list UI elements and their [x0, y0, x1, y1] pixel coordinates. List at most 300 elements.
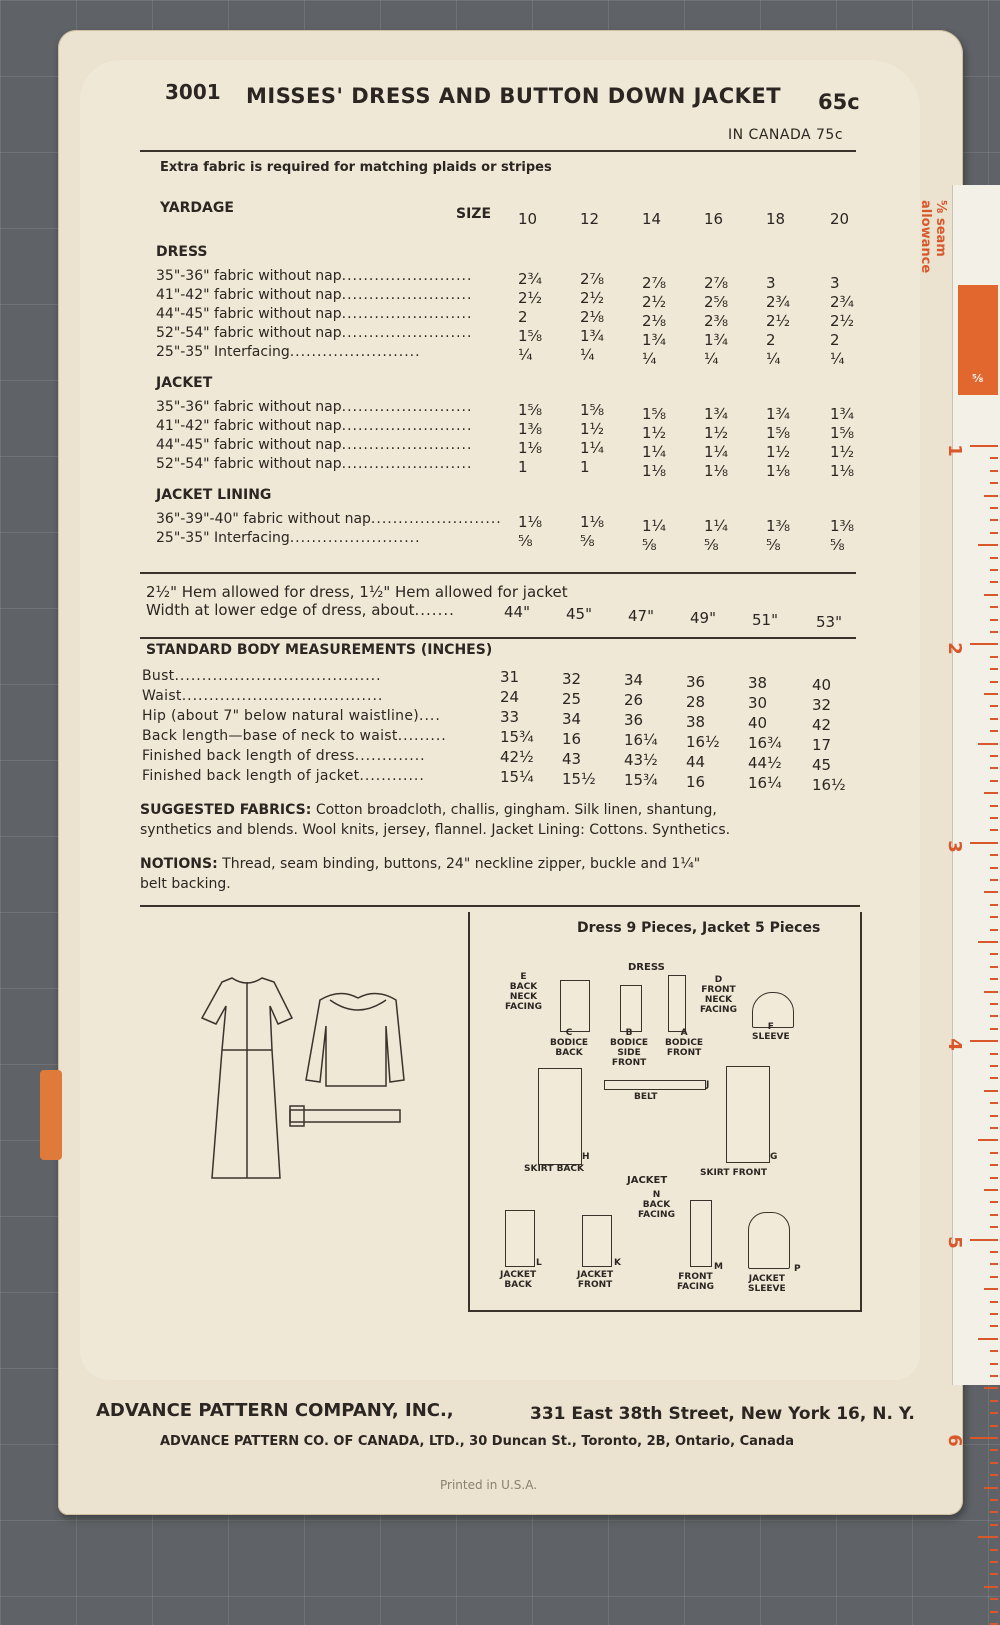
ruler-text: ⅝ seam allowance — [918, 200, 948, 274]
ruler-tick — [990, 904, 998, 906]
hem-note: 2½" Hem allowed for dress, 1½" Hem allowed for jacket — [146, 583, 568, 601]
ruler-tick — [990, 1003, 998, 1005]
label-jacket-sleeve-letter: P — [794, 1264, 801, 1274]
measurement-cell: 26 — [624, 691, 644, 709]
ruler-tick — [990, 631, 998, 633]
width-value: 49" — [690, 609, 716, 627]
ruler-tick — [990, 780, 998, 782]
ruler-tick — [990, 1511, 998, 1513]
yardage-row-label: 25"-35" Interfacing........................ — [156, 530, 421, 546]
ruler-tick — [990, 457, 998, 459]
ruler-tick — [990, 953, 998, 955]
section-title: JACKET — [156, 375, 213, 391]
ruler-tick — [970, 1040, 998, 1042]
ruler-tick — [990, 978, 998, 980]
ruler-tick — [984, 991, 998, 993]
ruler-tick — [990, 1524, 998, 1526]
yardage-row-label: 36"-39"-40" fabric without nap........................ — [156, 511, 502, 527]
label-back-facing: N BACK FACING — [638, 1190, 675, 1220]
width-value: 45" — [566, 605, 592, 623]
measurement-cell: 45 — [812, 755, 832, 774]
ruler-tick — [990, 817, 998, 819]
ruler-number-2: 2 — [943, 642, 965, 655]
ruler-tick — [990, 854, 998, 856]
piece-bodice-back — [560, 980, 590, 1032]
yardage-cell: 1 — [518, 458, 528, 476]
yardage-row-label: 35"-36" fabric without nap........................ — [156, 268, 473, 284]
label-skirt-front-letter: G — [770, 1152, 778, 1162]
ruler-tick — [984, 693, 998, 695]
ruler-tick — [990, 681, 998, 683]
yardage-cell: 1¾ — [642, 331, 667, 349]
footer-address: 331 East 38th Street, New York 16, N. Y. — [530, 1404, 915, 1424]
yardage-cell: 1½ — [580, 420, 605, 438]
ruler-tick — [978, 1536, 998, 1538]
ruler-tick — [984, 1586, 998, 1588]
ruler-tick — [970, 1437, 998, 1439]
yardage-cell: ⅝ — [518, 532, 533, 550]
yardage-cell: 1¼ — [704, 443, 729, 461]
ruler-tick — [984, 1090, 998, 1092]
measurement-cell: 36 — [624, 711, 644, 729]
ruler-tick — [990, 1474, 998, 1476]
measurement-cell: 15¾ — [500, 728, 534, 746]
ruler-tick — [990, 929, 998, 931]
yardage-cell: 1 — [580, 458, 590, 476]
ruler-tick — [990, 532, 998, 534]
measurement-cell: 40 — [748, 714, 768, 732]
yardage-cell: 1⅝ — [766, 424, 791, 442]
yardage-cell: 1¾ — [830, 405, 855, 423]
label-back-neck-facing: E BACK NECK FACING — [505, 972, 542, 1012]
yardage-row-label: 52"-54" fabric without nap........................ — [156, 456, 473, 472]
yardage-cell: 1½ — [704, 424, 729, 442]
label-bodice-side-front: B BODICE SIDE FRONT — [610, 1028, 649, 1068]
label-front-neck-facing: D FRONT NECK FACING — [700, 975, 737, 1015]
label-bodice-front: A BODICE FRONT — [665, 1028, 704, 1058]
width-value: 51" — [752, 611, 778, 629]
ruler-tick — [990, 482, 998, 484]
label-jacket-back: JACKET BACK — [500, 1270, 537, 1290]
measurement-label: Finished back length of dress............. — [142, 748, 426, 764]
yardage-row-label-text: 25"-35" Interfacing — [156, 530, 290, 546]
ruler-tick — [990, 1065, 998, 1067]
ruler-tick — [970, 1239, 998, 1241]
price: 65c — [818, 90, 860, 114]
yardage-cell: 1¾ — [580, 327, 605, 345]
yardage-cell: 1¼ — [580, 439, 605, 457]
size-header-14: 14 — [642, 210, 662, 228]
measurement-cell: 17 — [812, 735, 832, 754]
ruler-tab-label: ⅝ — [972, 372, 984, 385]
yardage-cell: 2¾ — [830, 293, 855, 311]
yardage-cell: 1½ — [642, 424, 667, 442]
footer-printed: Printed in U.S.A. — [440, 1478, 538, 1492]
yardage-row-label: 35"-36" fabric without nap........................ — [156, 399, 473, 415]
yardage-cell: 1⅛ — [642, 462, 667, 480]
measurement-cell: 34 — [562, 709, 582, 728]
yardage-row-label-text: 44"-45" fabric without nap — [156, 306, 342, 322]
ruler-tick — [990, 1499, 998, 1501]
measurement-cell: 34 — [624, 671, 644, 689]
ruler-tick — [990, 1375, 998, 1377]
measurement-label-text: Back length—base of neck to waist — [142, 728, 398, 744]
measurement-cell: 15½ — [562, 769, 596, 788]
ruler-tick — [990, 557, 998, 559]
label-sleeve: F SLEEVE — [752, 1022, 790, 1042]
fabrics-line1: SUGGESTED FABRICS: Cotton broadcloth, challis, gingham. Silk linen, shantung, — [140, 802, 717, 818]
ruler-tick — [990, 1611, 998, 1613]
ruler-tick — [990, 1015, 998, 1017]
measurement-label-text: Waist — [142, 688, 182, 704]
ruler-tick — [978, 1139, 998, 1141]
yardage-cell: 2½ — [642, 293, 667, 311]
ruler-tick — [990, 519, 998, 521]
ruler-tick — [990, 1449, 998, 1451]
piece-belt — [604, 1080, 706, 1090]
yardage-cell: 2¾ — [766, 293, 791, 311]
yardage-cell: ⅝ — [580, 532, 595, 550]
yardage-cell: 1¼ — [642, 443, 667, 461]
yardage-cell: 2⅜ — [704, 312, 729, 330]
yardage-label: YARDAGE — [160, 200, 234, 216]
label-front-facing-letter: M — [714, 1262, 723, 1272]
measurement-label-text: Bust — [142, 668, 175, 684]
label-jacket-front: JACKET FRONT — [577, 1270, 614, 1290]
ruler-tick — [990, 1226, 998, 1228]
measurement-cell: 16¼ — [624, 731, 658, 749]
ruler-number-5: 5 — [943, 1236, 965, 1249]
width-value: 53" — [816, 613, 842, 631]
yardage-cell: ¼ — [704, 350, 719, 368]
measurement-cell: 16½ — [686, 732, 720, 751]
yardage-row-label-text: 36"-39"-40" fabric without nap — [156, 511, 371, 527]
divider — [140, 637, 856, 639]
yardage-cell: 1¾ — [766, 405, 791, 423]
yardage-cell: 1⅛ — [766, 462, 791, 480]
measurement-cell: 44 — [686, 752, 706, 771]
yardage-cell: ⅝ — [704, 536, 719, 554]
measurement-cell: 33 — [500, 708, 520, 726]
width-label: Width at lower edge of dress, about....... — [146, 601, 455, 619]
yardage-cell: 2⅛ — [642, 312, 667, 330]
label-belt-letter: J — [706, 1080, 710, 1090]
yardage-cell: 2⅞ — [704, 274, 729, 292]
piece-bodice-front — [668, 975, 686, 1032]
yardage-cell: ⅝ — [830, 536, 845, 554]
piece-bodice-side-front — [620, 985, 642, 1032]
ruler-tick — [990, 1028, 998, 1030]
ruler-tick — [984, 1189, 998, 1191]
yardage-cell: ¼ — [580, 346, 595, 364]
ruler-tick — [990, 1313, 998, 1315]
piece-front-facing — [690, 1200, 712, 1267]
yardage-cell: 1⅜ — [830, 517, 855, 535]
label-skirt-back-letter: H — [582, 1152, 590, 1162]
measurement-cell: 15¼ — [500, 768, 534, 786]
ruler-tick — [990, 656, 998, 658]
yardage-cell: 2 — [518, 308, 528, 326]
ruler-tick — [990, 1425, 998, 1427]
yardage-cell: 1⅛ — [518, 439, 543, 457]
fabrics-line2: synthetics and blends. Wool knits, jersey, flannel. Jacket Lining: Cottons. Synthetics. — [140, 822, 731, 838]
pieces-title: Dress 9 Pieces, Jacket 5 Pieces — [577, 920, 821, 936]
footer-company: ADVANCE PATTERN COMPANY, INC., — [96, 1400, 454, 1421]
ruler-tick — [990, 1301, 998, 1303]
ruler-tick — [990, 718, 998, 720]
ruler-tick — [990, 470, 998, 472]
ruler-tick — [984, 891, 998, 893]
ruler-tick — [990, 1350, 998, 1352]
yardage-cell: 2½ — [580, 289, 605, 307]
yardage-cell: 2½ — [766, 312, 791, 330]
ruler-tick — [990, 1053, 998, 1055]
yardage-row-label: 52"-54" fabric without nap........................ — [156, 325, 473, 341]
yardage-cell: 3 — [830, 274, 840, 292]
canada-price: IN CANADA 75c — [728, 127, 844, 143]
divider — [140, 572, 856, 574]
ruler-tick — [990, 1276, 998, 1278]
measurement-cell: 25 — [562, 689, 582, 708]
pattern-number: 3001 — [165, 80, 221, 104]
ruler-tick — [984, 495, 998, 497]
yardage-cell: 1⅜ — [518, 420, 543, 438]
piece-jacket-sleeve — [748, 1212, 790, 1269]
yardage-row-label: 41"-42" fabric without nap........................ — [156, 287, 473, 303]
ruler-tick — [984, 594, 998, 596]
ruler-number-6: 6 — [943, 1434, 965, 1447]
yardage-cell: 1¼ — [642, 517, 667, 535]
ruler-tick — [990, 705, 998, 707]
yardage-row-label-text: 35"-36" fabric without nap — [156, 399, 342, 415]
ruler-tick — [978, 941, 998, 943]
ruler-tick — [990, 1462, 998, 1464]
label-jacket-sleeve: JACKET SLEEVE — [748, 1274, 786, 1294]
ruler-tick — [990, 1363, 998, 1365]
label-skirt-back: SKIRT BACK — [524, 1164, 585, 1174]
measurement-cell: 16 — [686, 772, 706, 791]
label-belt: BELT — [634, 1092, 658, 1102]
divider — [140, 150, 856, 152]
measurement-label: Waist..................................... — [142, 688, 384, 704]
yardage-cell: 1⅝ — [830, 424, 855, 442]
ruler-tick — [990, 1573, 998, 1575]
ruler-tick — [990, 767, 998, 769]
ruler-tick — [990, 829, 998, 831]
yardage-cell: 2⅝ — [704, 293, 729, 311]
yardage-cell: 1⅝ — [518, 401, 543, 419]
measurements-title: STANDARD BODY MEASUREMENTS (INCHES) — [146, 642, 493, 658]
yardage-row-label-text: 44"-45" fabric without nap — [156, 437, 342, 453]
ruler-tick — [990, 1412, 998, 1414]
ruler-tick — [990, 730, 998, 732]
yardage-row-label: 44"-45" fabric without nap........................ — [156, 306, 473, 322]
yardage-row-label: 25"-35" Interfacing........................ — [156, 344, 421, 360]
yardage-cell: ⅝ — [766, 536, 781, 554]
yardage-cell: ¼ — [642, 350, 657, 368]
ruler-tick — [990, 1164, 998, 1166]
measurement-cell: 30 — [748, 694, 768, 712]
ruler-tick — [990, 1325, 998, 1327]
measurement-cell: 16½ — [812, 775, 846, 794]
yardage-row-label-text: 52"-54" fabric without nap — [156, 456, 342, 472]
jacket-label: JACKET — [627, 1175, 668, 1186]
yardage-cell: ⅝ — [642, 536, 657, 554]
ruler-tick — [978, 544, 998, 546]
ruler-tick — [990, 805, 998, 807]
section-title: DRESS — [156, 244, 208, 260]
ruler-tick — [984, 792, 998, 794]
size-header-16: 16 — [704, 210, 724, 228]
yardage-cell: 1¾ — [704, 331, 729, 349]
ruler-tick — [990, 879, 998, 881]
yardage-row-label-text: 25"-35" Interfacing — [156, 344, 290, 360]
width-value: 44" — [504, 603, 530, 621]
yardage-row-label: 41"-42" fabric without nap........................ — [156, 418, 473, 434]
yardage-cell: 2 — [830, 331, 840, 349]
garment-illustration — [190, 970, 430, 1190]
pattern-title: MISSES' DRESS AND BUTTON DOWN JACKET — [246, 84, 782, 108]
yardage-cell: 1⅛ — [704, 462, 729, 480]
notions-line2: belt backing. — [140, 876, 231, 892]
ruler-tick — [990, 1115, 998, 1117]
yardage-cell: 2½ — [518, 289, 543, 307]
yardage-cell: 1⅜ — [766, 517, 791, 535]
yardage-cell: 1½ — [830, 443, 855, 461]
yardage-row-label-text: 41"-42" fabric without nap — [156, 418, 342, 434]
measurement-label-text: Hip (about 7" below natural waistline) — [142, 708, 420, 724]
piece-skirt-back — [538, 1068, 582, 1165]
ruler-tick — [990, 1152, 998, 1154]
footer-canada: ADVANCE PATTERN CO. OF CANADA, LTD., 30 Duncan St., Toronto, 2B, Ontario, Canada — [160, 1434, 794, 1449]
piece-jacket-front — [582, 1215, 612, 1267]
ruler-tick — [984, 1387, 998, 1389]
measurement-label-text: Finished back length of jacket — [142, 768, 360, 784]
side-tab — [40, 1070, 62, 1160]
ruler-tick — [990, 1263, 998, 1265]
label-front-facing: FRONT FACING — [677, 1272, 714, 1292]
ruler-tick — [990, 1077, 998, 1079]
measurement-cell: 44½ — [748, 754, 782, 772]
yardage-cell: 2 — [766, 331, 776, 349]
yardage-cell: 2⅛ — [580, 308, 605, 326]
measurement-cell: 32 — [562, 669, 582, 688]
ruler-tick — [970, 643, 998, 645]
measurement-cell: 36 — [686, 672, 706, 691]
measurement-cell: 38 — [748, 674, 768, 692]
measurement-label: Back length—base of neck to waist......... — [142, 728, 447, 744]
ruler-tick — [990, 619, 998, 621]
yardage-cell: ¼ — [518, 346, 533, 364]
matching-note: Extra fabric is required for matching plaids or stripes — [160, 160, 552, 175]
yardage-cell: ¼ — [830, 350, 845, 368]
yardage-row-label-text: 35"-36" fabric without nap — [156, 268, 342, 284]
ruler-tick — [990, 867, 998, 869]
ruler-tick — [990, 755, 998, 757]
measurement-cell: 38 — [686, 712, 706, 731]
measurement-cell: 31 — [500, 668, 520, 686]
yardage-cell: 1⅛ — [518, 513, 543, 531]
yardage-cell: 3 — [766, 274, 776, 292]
measurement-cell: 43 — [562, 749, 582, 768]
ruler-tick — [984, 1487, 998, 1489]
divider — [140, 905, 860, 907]
measurement-cell: 16¾ — [748, 734, 782, 752]
size-header-10: 10 — [518, 210, 538, 228]
yardage-cell: 1¾ — [704, 405, 729, 423]
measurement-cell: 42½ — [500, 748, 534, 766]
measurement-cell: 24 — [500, 688, 520, 706]
ruler-tick — [984, 1288, 998, 1290]
ruler-tick — [990, 1102, 998, 1104]
label-bodice-back: C BODICE BACK — [550, 1028, 589, 1058]
ruler-tick — [990, 1549, 998, 1551]
ruler-tick — [990, 1251, 998, 1253]
ruler-tick — [990, 1598, 998, 1600]
yardage-cell: 2¾ — [518, 270, 543, 288]
ruler-tick — [990, 1400, 998, 1402]
measurement-label: Hip (about 7" below natural waistline).... — [142, 708, 441, 724]
ruler-number-3: 3 — [943, 840, 965, 853]
measurement-cell: 16 — [562, 729, 582, 748]
ruler-number-4: 4 — [943, 1038, 965, 1051]
yardage-row-label-text: 52"-54" fabric without nap — [156, 325, 342, 341]
notions-line1: NOTIONS: Thread, seam binding, buttons, 24" neckline zipper, buckle and 1¼" — [140, 856, 701, 872]
ruler-number-1: 1 — [943, 444, 965, 457]
ruler-tick — [990, 1214, 998, 1216]
yardage-cell: 2⅞ — [642, 274, 667, 292]
ruler-tick — [990, 507, 998, 509]
ruler-tick — [990, 916, 998, 918]
yardage-cell: 2½ — [830, 312, 855, 330]
ruler-tick — [978, 743, 998, 745]
measurement-label: Bust...................................... — [142, 668, 382, 684]
size-header-18: 18 — [766, 210, 786, 228]
ruler-tick — [990, 606, 998, 608]
width-value: 47" — [628, 607, 654, 625]
yardage-cell: 1⅝ — [642, 405, 667, 423]
yardage-cell: 1⅝ — [580, 401, 605, 419]
yardage-cell: 1½ — [766, 443, 791, 461]
ruler-tick — [970, 842, 998, 844]
ruler-tick — [990, 668, 998, 670]
measurement-cell: 32 — [812, 695, 832, 714]
ruler-tick — [990, 1201, 998, 1203]
dress-label: DRESS — [628, 962, 665, 973]
ruler-tick — [990, 966, 998, 968]
ruler-tick — [990, 1177, 998, 1179]
measurement-cell: 43½ — [624, 751, 658, 769]
yardage-cell: 1⅝ — [518, 327, 543, 345]
ruler-tick — [990, 569, 998, 571]
yardage-cell: 1¼ — [704, 517, 729, 535]
ruler-tick — [970, 445, 998, 447]
size-header-20: 20 — [830, 210, 850, 228]
measurement-label: Finished back length of jacket............ — [142, 768, 425, 784]
measurement-cell: 42 — [812, 715, 832, 734]
label-jacket-front-letter: K — [614, 1258, 621, 1268]
section-title: JACKET LINING — [156, 487, 272, 503]
piece-skirt-front — [726, 1066, 770, 1163]
measurement-cell: 15¾ — [624, 771, 658, 789]
yardage-cell: 1⅛ — [580, 513, 605, 531]
yardage-row-label-text: 41"-42" fabric without nap — [156, 287, 342, 303]
label-skirt-front: SKIRT FRONT — [700, 1168, 768, 1178]
yardage-row-label: 44"-45" fabric without nap........................ — [156, 437, 473, 453]
yardage-cell: ¼ — [766, 350, 781, 368]
size-label: SIZE — [456, 206, 492, 222]
ruler-tick — [978, 1338, 998, 1340]
